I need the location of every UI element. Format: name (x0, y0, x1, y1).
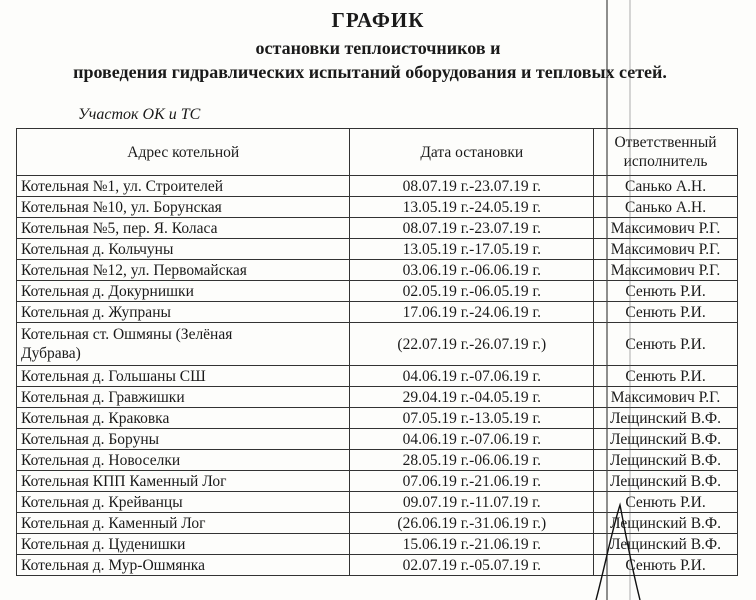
cell-address: Котельная д. Жупраны (17, 302, 350, 323)
table-row (17, 366, 738, 387)
cell-date: 08.07.19 г.-23.07.19 г. (350, 218, 594, 239)
header-responsible-line1: Ответственный (614, 134, 717, 151)
cell-responsible: Лещинский В.Ф. (594, 534, 738, 555)
cell-date: 02.07.19 г.-05.07.19 г. (350, 555, 594, 576)
cell-responsible: Сенють Р.И. (594, 366, 738, 387)
cell-address: Котельная д. Мур-Ошмянка (17, 555, 350, 576)
table-row (17, 260, 738, 281)
cell-responsible: Санько А.Н. (594, 197, 738, 218)
cell-address: Котельная д. Цуденишки (17, 534, 350, 555)
cell-date: 17.06.19 г.-24.06.19 г. (350, 302, 594, 323)
cell-responsible: Максимович Р.Г. (594, 239, 738, 260)
cell-address: Котельная №5, пер. Я. Коласа (17, 218, 350, 239)
cell-responsible: Максимович Р.Г. (594, 218, 738, 239)
document-subtitle-line1: остановки теплоисточников и (255, 38, 501, 58)
cell-date: 04.06.19 г.-07.06.19 г. (350, 366, 594, 387)
cell-responsible: Лещинский В.Ф. (594, 429, 738, 450)
table-row (17, 197, 738, 218)
cell-date: 13.05.19 г.-24.05.19 г. (350, 197, 594, 218)
cell-date: 07.05.19 г.-13.05.19 г. (350, 408, 594, 429)
cell-responsible: Лещинский В.Ф. (594, 513, 738, 534)
header-date: Дата остановки (350, 129, 594, 176)
cell-address: Котельная №10, ул. Борунская (17, 197, 350, 218)
cell-date: 07.06.19 г.-21.06.19 г. (350, 471, 594, 492)
header-address: Адрес котельной (17, 129, 350, 176)
cell-responsible: Сенють Р.И. (594, 555, 738, 576)
cell-address: Котельная д. Кольчуны (17, 239, 350, 260)
cell-address: Котельная д. Докурнишки (17, 281, 350, 302)
cell-responsible: Сенють Р.И. (594, 323, 738, 366)
cell-responsible: Лещинский В.Ф. (594, 450, 738, 471)
cell-address: Котельная №12, ул. Первомайская (17, 260, 350, 281)
header-responsible-line2: исполнитель (623, 153, 708, 170)
table-row (17, 555, 738, 576)
cell-date: 03.06.19 г.-06.06.19 г. (350, 260, 594, 281)
cell-responsible: Лещинский В.Ф. (594, 408, 738, 429)
table-row (17, 218, 738, 239)
cell-responsible: Санько А.Н. (594, 176, 738, 197)
cell-date: 29.04.19 г.-04.05.19 г. (350, 387, 594, 408)
table-row (17, 534, 738, 555)
table-row (17, 387, 738, 408)
cell-address (17, 323, 350, 366)
cell-address: Котельная д. Крейванцы (17, 492, 350, 513)
cell-responsible: Сенють Р.И. (594, 302, 738, 323)
cell-date: 09.07.19 г.-11.07.19 г. (350, 492, 594, 513)
table-row (17, 450, 738, 471)
cell-address: Котельная КПП Каменный Лог (17, 471, 350, 492)
header-responsible (594, 129, 738, 176)
cell-date: 04.06.19 г.-07.06.19 г. (350, 429, 594, 450)
document-title: ГРАФИК (331, 8, 425, 32)
cell-date: (26.06.19 г.-31.06.19 г.) (350, 513, 594, 534)
cell-address: Котельная д. Краковка (17, 408, 350, 429)
cell-address-line1: Котельная ст. Ошмяны (Зелёная (21, 326, 233, 343)
table-row (17, 176, 738, 197)
table-row (17, 239, 738, 260)
cell-address: Котельная д. Гравжишки (17, 387, 350, 408)
cell-date: 02.05.19 г.-06.05.19 г. (350, 281, 594, 302)
cell-date: 08.07.19 г.-23.07.19 г. (350, 176, 594, 197)
cell-address: Котельная д. Новоселки (17, 450, 350, 471)
cell-address: Котельная д. Боруны (17, 429, 350, 450)
cell-address: Котельная д. Каменный Лог (17, 513, 350, 534)
cell-date: (22.07.19 г.-26.07.19 г.) (350, 323, 594, 366)
cell-responsible: Сенють Р.И. (594, 281, 738, 302)
cell-address: Котельная №1, ул. Строителей (17, 176, 350, 197)
cell-responsible: Лещинский В.Ф. (594, 471, 738, 492)
cell-date: 28.05.19 г.-06.06.19 г. (350, 450, 594, 471)
table-row (17, 492, 738, 513)
table-row (17, 429, 738, 450)
table-row (17, 471, 738, 492)
table-row (17, 323, 738, 366)
table-row (17, 408, 738, 429)
cell-address-line2: Дубрава) (21, 345, 81, 362)
cell-date: 13.05.19 г.-17.05.19 г. (350, 239, 594, 260)
cell-responsible: Максимович Р.Г. (594, 387, 738, 408)
table-row (17, 281, 738, 302)
cell-address: Котельная д. Гольшаны СШ (17, 366, 350, 387)
table-row (17, 513, 738, 534)
cell-responsible: Максимович Р.Г. (594, 260, 738, 281)
document-subtitle-line2: проведения гидравлических испытаний оборудования и тепловых сетей. (73, 62, 667, 82)
schedule-table (16, 128, 738, 576)
cell-date: 15.06.19 г.-21.06.19 г. (350, 534, 594, 555)
table-header-row (17, 129, 738, 176)
table-row (17, 302, 738, 323)
cell-responsible: Сенють Р.И. (594, 492, 738, 513)
section-label: Участок ОК и ТС (78, 106, 201, 123)
